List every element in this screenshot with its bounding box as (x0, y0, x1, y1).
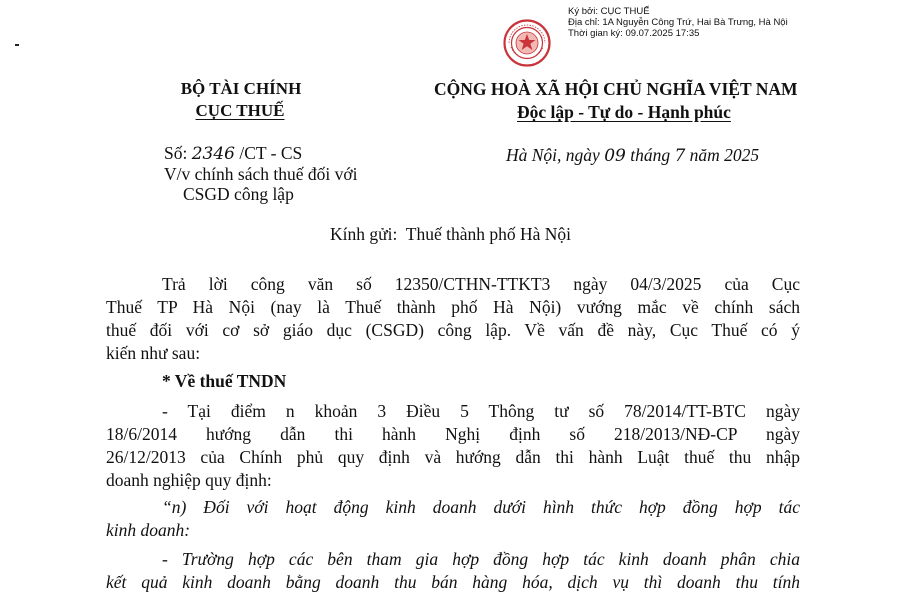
para2-line-4: doanh nghiệp quy định: (106, 470, 272, 490)
para1-line-2: Thuế TP Hà Nội (nay là Thuế thành phố Hà Nội) vướng mắc về chính sách (106, 297, 800, 317)
digital-signature-info (568, 6, 788, 39)
para2-line-3: 26/12/2013 của Chính phủ quy định và hướng dẫn thi hành Luật thuế thu nhập (106, 447, 800, 467)
country-name: CỘNG HOÀ XÃ HỘI CHỦ NGHĨA VIỆT NAM (434, 79, 798, 99)
section-heading: * Về thuế TNDN (162, 371, 287, 391)
number-suffix: /CT - CS (239, 143, 303, 163)
para1-line-4: kiến như sau: (106, 343, 201, 363)
number-prefix: Số: (164, 143, 188, 163)
recipient-line: Kính gửi: Thuế thành phố Hà Nội (330, 224, 572, 244)
para1-line-1: Trả lời công văn số 12350/CTHN-TTKT3 ngày 04/3/2025 của Cục (162, 274, 800, 294)
scan-mark (15, 44, 19, 46)
date-month-label: tháng (630, 145, 671, 165)
signing-time: Thời gian ký: 09.07.2025 17:35 (568, 28, 700, 39)
date-month: 7 (674, 146, 686, 166)
quote2-line-2: kết quả kinh doanh bằng doanh thu bán hàng hóa, dịch vụ thì doanh thu tính (106, 572, 800, 592)
signed-by: Ký bởi: CỤC THUẾ (568, 6, 650, 17)
date-year: năm 2025 (689, 145, 760, 165)
national-motto: Độc lập - Tự do - Hạnh phúc (517, 102, 731, 122)
document-date (506, 145, 759, 166)
date-prefix: Hà Nội, ngày (506, 145, 600, 165)
department-name: CỤC THUẾ (195, 101, 285, 120)
subject-line-1: V/v chính sách thuế đối với (164, 164, 358, 184)
para1-line-3: thuế đối với cơ sở giáo dục (CSGD) công lập. Về vấn đề này, Cục Thuế có ý (106, 320, 800, 340)
date-day: 09 (604, 146, 626, 166)
para2-line-1: - Tại điểm n khoản 3 Điều 5 Thông tư số 78/2014/TT-BTC ngày (162, 401, 800, 421)
quote1-line-2: kinh doanh: (106, 520, 191, 540)
quote1-line-1: “n) Đối với hoạt động kinh doanh dưới hình thức hợp đồng hợp tác (162, 497, 800, 517)
quote2-line-1: - Trường hợp các bên tham gia hợp đồng hợp tác kinh doanh phân chia (162, 549, 800, 569)
document-number (164, 143, 302, 164)
handwritten-number: 2346 (191, 144, 235, 164)
seal-icon (503, 19, 551, 67)
ministry-name: BỘ TÀI CHÍNH (180, 79, 302, 98)
signer-address: Địa chỉ: 1A Nguyễn Công Trứ, Hai Bà Trưng, Hà Nội (568, 17, 788, 28)
subject-line-2: CSGD công lập (183, 184, 294, 204)
para2-line-2: 18/6/2014 hướng dẫn thi hành Nghị định số 218/2013/NĐ-CP ngày (106, 424, 800, 444)
